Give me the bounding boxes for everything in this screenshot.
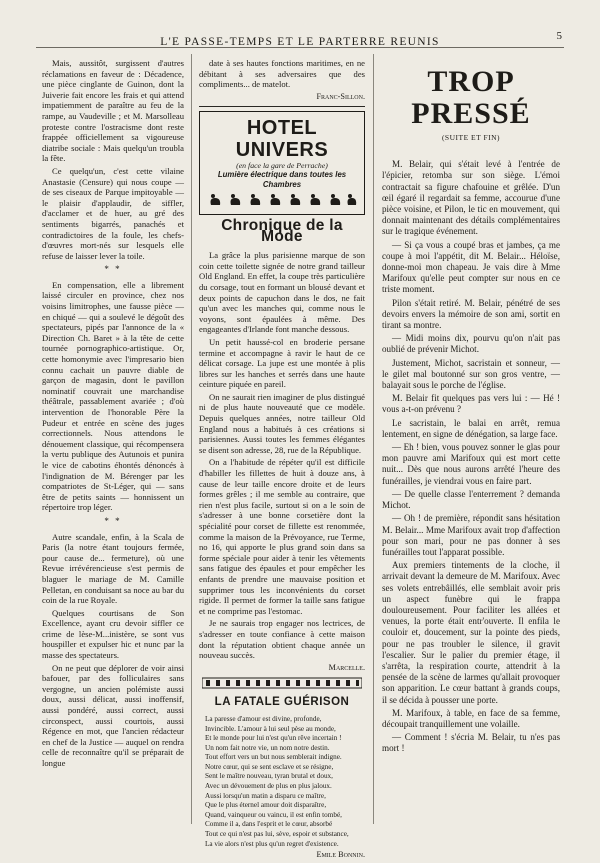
paragraph: Ce quelqu'un, c'est cette vilaine Anastasie (Censure) qui nous coupe — de ses ciseaux de Parque impitoyable — le plaisir d'applaudir, de siffler, d'acclamer et de huer, au gré des sentiments bigarrés, panachés et contradictoires de la foule, les chefs-d'œuvres mort-nés sur lesquels elle refuse de laisser lever la toile. bbox=[42, 165, 184, 261]
paragraph: — Oh ! de première, répondit sans hésitation M. Belair... Mme Marifoux avait trop d'affection pour son mari, pour ne pas donner à ses funérailles tout l'apparat possible. bbox=[382, 513, 560, 557]
author-signature: Franc-Sillon. bbox=[316, 91, 365, 101]
paragraph: On ne peut que déplorer de voir ainsi bafouer, par des folliculaires sans vergogne, un ancien polémiste aussi doux, aussi délicat, aussi inoffensif, aussi pondéré, aussi correct, aussi circonspect, aussi courtois, aussi Régence en mot, que l'ancien rédacteur en chef de la Justice — auquel on rendra celle de reconnaître qu'il se préparait de longue bbox=[42, 662, 184, 768]
poem-line: Quand, vainqueur ou vaincu, il est enfin tombé, bbox=[205, 810, 342, 819]
paragraph: Justement, Michot, sacristain et sonneur, — le gilet mal boutonné sur son gros ventre, — balayait sous le porche de l'église. bbox=[382, 357, 560, 391]
column-divider bbox=[373, 54, 374, 824]
paragraph: M. Belair fit quelques pas vers lui : — Hé ! vous a-t-on prévenu ? bbox=[382, 393, 560, 415]
hotel-location: (en face la gare de Perrache) bbox=[236, 161, 328, 171]
poem-line: Tout ce qui n'est pas lui, sève, espoir et substance, bbox=[205, 830, 349, 839]
paragraph: En compensation, elle a librement laissé circuler en province, chez nos voisins limitrophes, une fausse pièce — en chiqué — qui a soulevé le dégoût des spectateurs, pipés par l'annonce de la « Direction Ch. Baret » à la tête de cette tournée pornographico-artistique. Or, cette homonymie avec l'impresario bien connu cachait un pauvre diable de garçon de magasin, dont le pavillon nominatif couvrait une marchandise théâtrale, passablement avariée ; d'où intervention de l'honorable Père la Pudeur et entrée en scène des juges correctionnels. Nous attendons le dénouement classique, qui récompensera la vertu publique des Autunois et punira le vice de cabotins éhontés dénoncés à l'indignation de M. Bérenger par les compatriotes de St-Léger, qui — sans être de petits saints — honnissent un répertoire trop léger. bbox=[42, 279, 184, 513]
paragraph: On ne saurait rien imaginer de plus distingué ni de plus haute nouveauté que ce modèle. Depuis quelques années, notre tailleur Old England nous a habitués à ces créations si parisiennes. Aussi toutes les femmes élégantes se disent son adresse, 28, rue de la République. bbox=[199, 391, 365, 455]
paragraph: M. Marifoux, à table, en face de sa femme, découpait tranquillement une volaille. bbox=[382, 707, 560, 729]
poem-line: Avec un dévouement de plus en plus jaloux. bbox=[205, 782, 332, 791]
poem-line: Et le monde pour lui n'est qu'un rêve incertain ! bbox=[205, 734, 342, 743]
poem-line: Aussi lorsqu'un matin a disparu ce maître, bbox=[205, 791, 326, 800]
paragraph: Je ne saurais trop engager nos lectrices, de s'adresser en toute confiance à cette maison dont la réputation obtient chaque année un nouveau succès. bbox=[199, 618, 365, 661]
paragraph: — De quelle classe l'enterrement ? demanda Michot. bbox=[382, 488, 560, 511]
paragraph: La grâce la plus parisienne marque de son coin cette toilette signée de notre grand tailleur Old England. En effet, la coupe très particulière du corsage, tout en formant un blousé devant et deux points de capuchon dans le dos, ne fait qu'un avec les manches qui, comme nous le voyons, sont épaulées à même. Des engageantes d'Irlande font manche dessous. bbox=[199, 250, 365, 335]
hotel-advertisement bbox=[199, 111, 365, 215]
poem-line: La paresse d'amour est divine, profonde, bbox=[205, 714, 322, 723]
poem-line: Comme il a, dans l'esprit et le cœur, absorbé bbox=[205, 820, 333, 829]
poem-line: Que le plus éternel amour doit disparaître, bbox=[205, 801, 327, 810]
column-middle bbox=[199, 58, 365, 863]
paragraph: Pilon s'était retiré. M. Belair, pénétré de ses devoirs envers la mémoire de son ami, sortit en tirant sa montre. bbox=[382, 297, 560, 331]
paragraph: M. Belair, qui s'était levé à l'entrée de l'épicier, retomba sur son siège. L'émoi contractait sa figure chafouine et grêlée. D'un œil égaré il regardait sa femme, accourue d'une pièce voisine, et Pilon, le tic en mouvement, qui donnait maintenant des détails complémentaires sur le tragique événement. bbox=[382, 159, 560, 237]
story-subtitle: (SUITE ET FIN) bbox=[441, 133, 501, 142]
poem bbox=[199, 715, 365, 849]
paragraph: — Comment ! s'écria M. Belair, tu n'es pas mort ! bbox=[382, 732, 560, 754]
paragraph: Un petit haussé-col en broderie persane termine et accompagne à ravir le haut de ce délicat corsage. La jupe est une montée à plis libres sur les hanches et serrés dans une haute ceinture piquée en pareil. bbox=[199, 336, 365, 390]
paragraph: — Midi moins dix, pourvu qu'on n'ait pas oublié de prévenir Michot. bbox=[382, 333, 560, 355]
header-rule bbox=[36, 47, 564, 48]
paragraph: — Si ça vous a coupé bras et jambes, ça me coupe à moi l'appétit, dit M. Belair... Héloïse, donne-moi mon chapeau. Je vais dire à Mme Marifoux qu'elle peut compter sur nous en ce triste moment. bbox=[382, 239, 560, 295]
poem-line: Invincible. L'amour à lui seul pèse au monde, bbox=[205, 724, 336, 733]
author-signature: Marcelle. bbox=[328, 662, 365, 672]
section-title: Chronique de la Mode bbox=[221, 216, 343, 245]
section-stars: * * bbox=[104, 264, 122, 275]
paragraph: Autre scandale, enfin, à la Scala de Paris (la notre étant toujours fermée, pour cause de... fermeture), où une Revue irrévérencieuse s'est permis de blaguer le mariage de M. Camille Pelletan, en conduisant sa noce au bar du coin de la rue Royale. bbox=[42, 531, 184, 606]
column-divider bbox=[191, 54, 192, 824]
paragraph: Aux premiers tintements de la cloche, il arrivait devant la demeure de M. Marifoux. Avec ses volets entrebâillés, elle semblait avoir pris un aspect funèbre qui le frappa douloureusement. Pour faciliter les allées et venues, la porte était entr'ouverte. Il enfila le couloir et, doucement, sur la pointe des pieds, pour ne pas troubler le silence, il gravit l'escalier. Sur le palier du premier étage, il s'arrêta, la respiration courte, attendrit à la pensée de la scène de larmes qu'allait provoquer son apparition. Le cœur battant à grands coups, il se décida à pousser une porte. bbox=[382, 560, 560, 705]
poem-line: Sent le maître nouveau, tyran brutal et doux, bbox=[205, 772, 333, 781]
separator-rule bbox=[199, 106, 365, 107]
paragraph: On a l'habitude de répéter qu'il est difficile d'habiller les fillettes de huit à douze ans, à cause de leur taille encore droite et de leurs formes grêles ; il me semble au contraire, que rien n'est plus facile, surtout si on a le soin de s'adresser à une bonne corsetière dont la spécialité pour corset de fillette est renommée, comme la maison de la Prévoyance, rue Terme, no 16, qui apporte le plus grand soin dans sa forme spéciale pour aider à tenir les vêtements sans fatigue des épaules et pour empêcher les enfants de prendre une mauvaise position et supprimer tous les inconvénients du corset rigide. Il permet de former la taille sans fatigue et ne comprime pas l'estomac. bbox=[199, 457, 365, 616]
story-title: TROP PRESSÉ bbox=[411, 65, 531, 130]
newspaper-title: L'E PASSE-TEMPS ET LE PARTERRE REUNIS bbox=[160, 36, 440, 48]
decorative-border-icon bbox=[202, 677, 362, 689]
page-number: 5 bbox=[556, 30, 562, 42]
poem-line: Tout effort vers un but nous semblerait indigne. bbox=[205, 753, 342, 762]
paragraph: Quelques courtisans de Son Excellence, ayant cru devoir siffler ce crime de lèse-M...inistère, se sont vus houspiller et expulser hic et nunc par la masse des spectateurs. bbox=[42, 607, 184, 661]
author-signature: Emile Bonnin. bbox=[316, 850, 365, 860]
poem-line: Notre cœur, qui se sent esclave et se résigne, bbox=[205, 762, 334, 771]
paragraph: Le sacristain, le balai en arrêt, remua lentement, en signe de dénégation, sa large face. bbox=[382, 417, 560, 439]
poem-line: La vie alors n'est plus qu'un regret d'existence. bbox=[205, 839, 339, 848]
poem-title: LA FATALE GUÉRISON bbox=[214, 696, 350, 709]
hotel-feature: Lumière électrique dans toutes les Chambres bbox=[217, 170, 347, 190]
hotel-name: HOTEL UNIVERS bbox=[235, 117, 329, 162]
paragraph: — Eh ! bien, vous pouvez sonner le glas pour mon pauvre ami Marifoux qui est mort cette nuit... Dès que nous aurons arrêté l'heure des funérailles, je viendrai vous en faire part. bbox=[382, 442, 560, 486]
column-right bbox=[382, 58, 560, 757]
poem-line: Un nom fait notre vie, un nom notre destin. bbox=[205, 743, 330, 752]
section-stars: * * bbox=[104, 515, 122, 526]
column-left bbox=[42, 58, 184, 771]
paragraph: Mais, aussitôt, surgissent d'autres réclamations en faveur de : Décadence, une pièce cinglante de Guinon, dont la Juiverie fait encore les frais et qui attend impatiemment de paraître au feu de la rampe, au Vaudeville ; et M. Marsolleau proteste contre l'ostracisme dont reste frappée officiellement sa vigoureuse diatribe sociale : Mais quelqu'un troubla la fête. bbox=[42, 58, 184, 164]
swan-ornament-icon bbox=[207, 193, 357, 207]
paragraph: date à ses hautes fonctions maritimes, en ne débitant à ses adversaires que des compliments... de matelot. bbox=[199, 58, 365, 90]
